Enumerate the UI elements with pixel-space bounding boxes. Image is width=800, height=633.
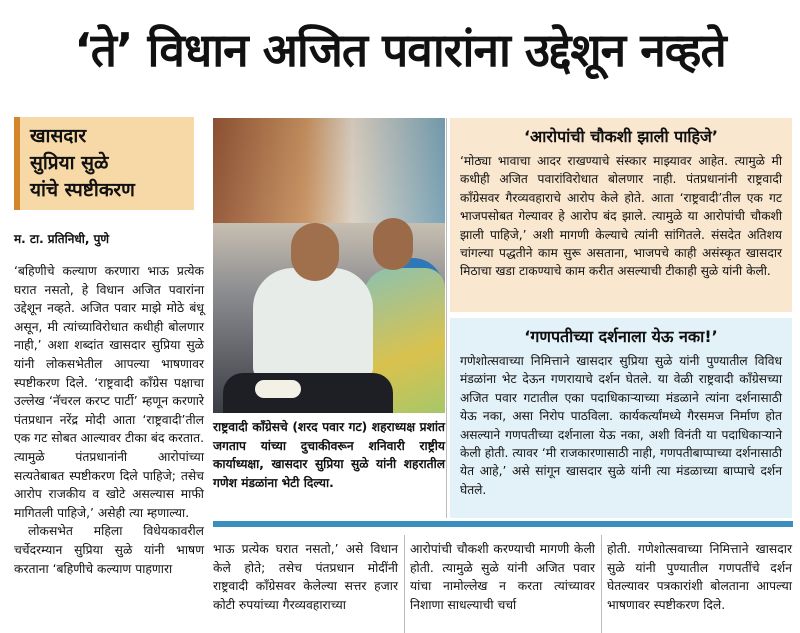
sidebar-box-ganpati — [450, 318, 792, 518]
subhead-line-3: यांचे स्पष्टीकरण — [30, 179, 135, 201]
photo-caption: राष्ट्रवादी काँग्रेसचे (शरद पवार गट) शहराध्यक्ष प्रशांत जगताप यांच्या दुचाकीवरून शनिवारी राष्ट्रीय कार्याध्यक्षा, खासदार सुप्रिया सुळे यांनी शहरातील गणेश मंडळांना भेटी दिल्या. — [213, 420, 445, 490]
box-1-title: ‘आरोपांची चौकशी झाली पाहिजे’ — [523, 127, 719, 146]
news-photo — [213, 118, 445, 413]
column-1-text — [14, 262, 204, 578]
headline: ‘ते’ विधान अजित पवारांना उद्देशून नव्हते — [74, 23, 726, 77]
subhead-line-2: सुप्रिया सुळे — [30, 152, 109, 174]
column-1-paragraph: ‘बहिणीचे कल्याण करणारा भाऊ प्रत्येक घरात नसतो, हे विधान अजित पवारांना उद्देशून नव्हते. अजित पवार माझे मोठे बंधू असून, मी त्यांच्याविरोधात कधीही बोलणार नाही,’ अशा शब्दांत खासदार सुप्रिया सुळे यांनी लोकसभेतील आपल्या भाषणावर स्पष्टीकरण दिले. ‘राष्ट्रवादी काँग्रेस पक्षाचा उल्लेख ‘नॅचरल करप्ट पार्टी’ म्हणून करणारे पंतप्रधान नरेंद्र मोदी आता ‘राष्ट्रवादी’तील एक गट सोबत आल्यावर टीका बंद करतात. त्यामुळे पंतप्रधानांनी आरोपांच्या सत्यतेबाबत स्पष्टीकरण दिले पाहिजे; तसेच आरोप राजकीय व खोटे असल्यास माफी मागितली पाहिजे,’ असेही त्या म्हणाल्या. — [14, 264, 204, 520]
column-4-text: होती. गणेशोत्सवाच्या निमित्ताने खासदार सुळे यांनी पुण्यातील गणपतींचे दर्शन घेतल्यावर पत्रकारांशी बोलताना आपल्या भाषणावर स्पष्टीकरण दिले. — [607, 542, 792, 612]
byline: म. टा. प्रतिनिधी, पुणे — [14, 232, 110, 246]
sidebar-box-inquiry — [450, 118, 792, 312]
column-2-text: भाऊ प्रत्येक घरात नसतो,’ असे विधान केले होते; तसेच पंतप्रधान मोदींनी राष्ट्रवादी काँग्रेसवर केलेल्या सत्तर हजार कोटी रुपयांच्या गैरव्यवहाराच्या — [213, 542, 398, 612]
box-2-body: गणेशोत्सवाच्या निमित्ताने खासदार सुप्रिया सुळे यांनी पुण्यातील विविध मंडळांना भेट देऊन गणरायाचे दर्शन घेतले. या वेळी राष्ट्रवादी काँग्रेसच्या अजित पवार गटातील एका पदाधिकाऱ्याच्या मंडळाने त्यांना दर्शनासाठी येऊ नका, असा निरोप पाठविला. कार्यकर्त्यांमध्ये गैरसमज निर्माण होत असल्याने गणपतीच्या दर्शनाला येऊ नका, अशी विनंती या पदाधिकाऱ्याने केली होती. त्यावर ‘मी राजकारणासाठी नाही, गणपतीबाप्पाच्या दर्शनासाठी येत आहे,’ असे सांगून खासदार सुळे यांनी त्या मंडळाच्या बाप्पाचे दर्शन घेतले. — [460, 354, 782, 497]
column-1-paragraph-2: लोकसभेत महिला विधेयकावरील चर्चेदरम्यान सुप्रिया सुळे यांनी भाषण करताना ‘बहिणीचे कल्याण पाहणारा — [14, 524, 204, 576]
subhead-box — [14, 117, 194, 210]
column-3-text: आरोपांची चौकशी करण्याची मागणी केली होती. त्यामुळे सुळे यांनी अजित पवार यांचा नामोल्लेख न करता त्यांच्यावर निशाणा साधल्याची चर्चा — [410, 542, 595, 612]
subhead-line-1: खासदार — [30, 125, 87, 147]
section-divider — [213, 521, 793, 527]
box-2-title: ‘गणपतीच्या दर्शनाला येऊ नका!’ — [524, 327, 718, 346]
box-1-body: ‘मोठ्या भावाचा आदर राखण्याचे संस्कार माझ्यावर आहेत. त्यामुळे मी कधीही अजित पवारांविरोधात बोलणार नाही. पंतप्रधानांनी राष्ट्रवादी काँग्रेसवर गैरव्यवहाराचे आरोप केले होते. आता ‘राष्ट्रवादी’तील एक गट भाजपसोबत गेल्यावर हे आरोप बंद झाले. त्यामुळे या आरोपांची चौकशी झाली पाहिजे,’ अशी मागणी केल्याचे त्यांनी सांगितले. संसदेत अतिशय चांगल्या पद्धतीने काम सुरू असताना, भाजपचे काही असंस्कृत खासदार मिठाचा खडा टाकण्याचे काम करीत असल्याची टीकाही सुळे यांनी केली. — [460, 154, 782, 279]
